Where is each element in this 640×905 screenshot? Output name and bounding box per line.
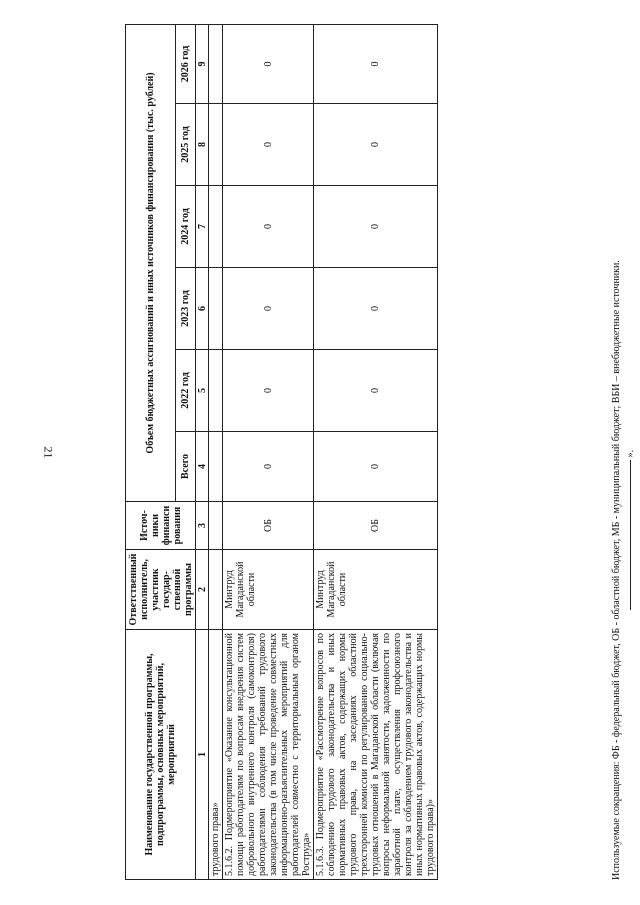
column-number: 4 bbox=[196, 432, 209, 502]
header-year-2026: 2026 год bbox=[176, 24, 196, 103]
abbreviations-footnote: Используемые сокращения: ФБ - федеральный бюджет, ОБ - областной бюджет, МБ - муниципальный бюджет; ВБИ – внебюджетные источники. bbox=[611, 260, 622, 880]
page-number: 21 bbox=[41, 446, 56, 459]
row-value-2026: 0 bbox=[223, 24, 314, 103]
row-value-total: 0 bbox=[314, 432, 438, 502]
document-end-mark bbox=[625, 290, 636, 610]
header-funding-group: Объем бюджетных ассигнований и иных источников финансирования (тыс. рублей) bbox=[126, 24, 176, 501]
column-number: 3 bbox=[196, 502, 209, 550]
funding-table bbox=[125, 24, 438, 880]
column-number: 2 bbox=[196, 550, 209, 630]
continuation-text: трудового права» bbox=[209, 630, 223, 880]
row-value-2023: 0 bbox=[314, 268, 438, 350]
rotated-page-content bbox=[125, 25, 635, 880]
row-source: ОБ bbox=[223, 502, 314, 550]
end-quote: ». bbox=[625, 450, 636, 458]
column-number: 5 bbox=[196, 350, 209, 432]
header-year-2023: 2023 год bbox=[176, 268, 196, 350]
header-year-2025: 2025 год bbox=[176, 104, 196, 186]
row-value-total: 0 bbox=[223, 432, 314, 502]
row-value-2024: 0 bbox=[314, 186, 438, 268]
row-responsible: Минтруд Магаданской области bbox=[314, 550, 438, 630]
row-value-2022: 0 bbox=[223, 350, 314, 432]
row-value-2023: 0 bbox=[223, 268, 314, 350]
row-source: ОБ bbox=[314, 502, 438, 550]
column-number: 8 bbox=[196, 104, 209, 186]
header-total: Всего bbox=[176, 432, 196, 502]
header-responsible: Ответственный исполнитель, участник государ-ственной программы bbox=[126, 550, 196, 630]
row-name: 5.1.6.2. Подмероприятие «Оказание консультационной помощи работодателям по вопросам внедрения систем добровольного внутреннего контроля (самоконтроля) работодателями соблюдения требований трудового законодательства (в том числе проведение совместных информационно-разъяснительных мероприятий для работодателей совместно с территориальным органом Роструда» bbox=[223, 630, 314, 880]
end-rule bbox=[630, 460, 631, 610]
table-row bbox=[223, 24, 314, 879]
row-value-2025: 0 bbox=[223, 104, 314, 186]
row-value-2024: 0 bbox=[223, 186, 314, 268]
table-row-continuation bbox=[209, 24, 223, 879]
header-year-2024: 2024 год bbox=[176, 186, 196, 268]
column-number: 6 bbox=[196, 268, 209, 350]
header-year-2022: 2022 год bbox=[176, 350, 196, 432]
table-row bbox=[314, 24, 438, 879]
row-value-2026: 0 bbox=[314, 24, 438, 103]
column-number: 7 bbox=[196, 186, 209, 268]
row-name: 5.1.6.3. Подмероприятие «Рассмотрение вопросов по соблюдению трудового законодательства и иных нормативных правовых актов, содержащих нормы трудового права, на заседаниях областной трехсторонней комиссии по регулированию социально-трудовых отношений в Магаданской области (включая вопросы неформальной занятости, задолженности по заработной плате, осуществления профсоюзного контроля за соблюдением трудового законодательства и иных нормативных правовых актов, содержащих нормы трудового права)» bbox=[314, 630, 438, 880]
header-sources: Источ-ники финанси рования bbox=[126, 502, 196, 550]
column-number: 9 bbox=[196, 24, 209, 103]
column-number-row bbox=[196, 24, 209, 879]
row-value-2025: 0 bbox=[314, 104, 438, 186]
column-number: 1 bbox=[196, 630, 209, 880]
row-value-2022: 0 bbox=[314, 350, 438, 432]
row-responsible: Минтруд Магаданской области bbox=[223, 550, 314, 630]
header-name: Наименование государственной программы, подпрограммы, основных мероприятий, мероприятий bbox=[126, 630, 196, 880]
